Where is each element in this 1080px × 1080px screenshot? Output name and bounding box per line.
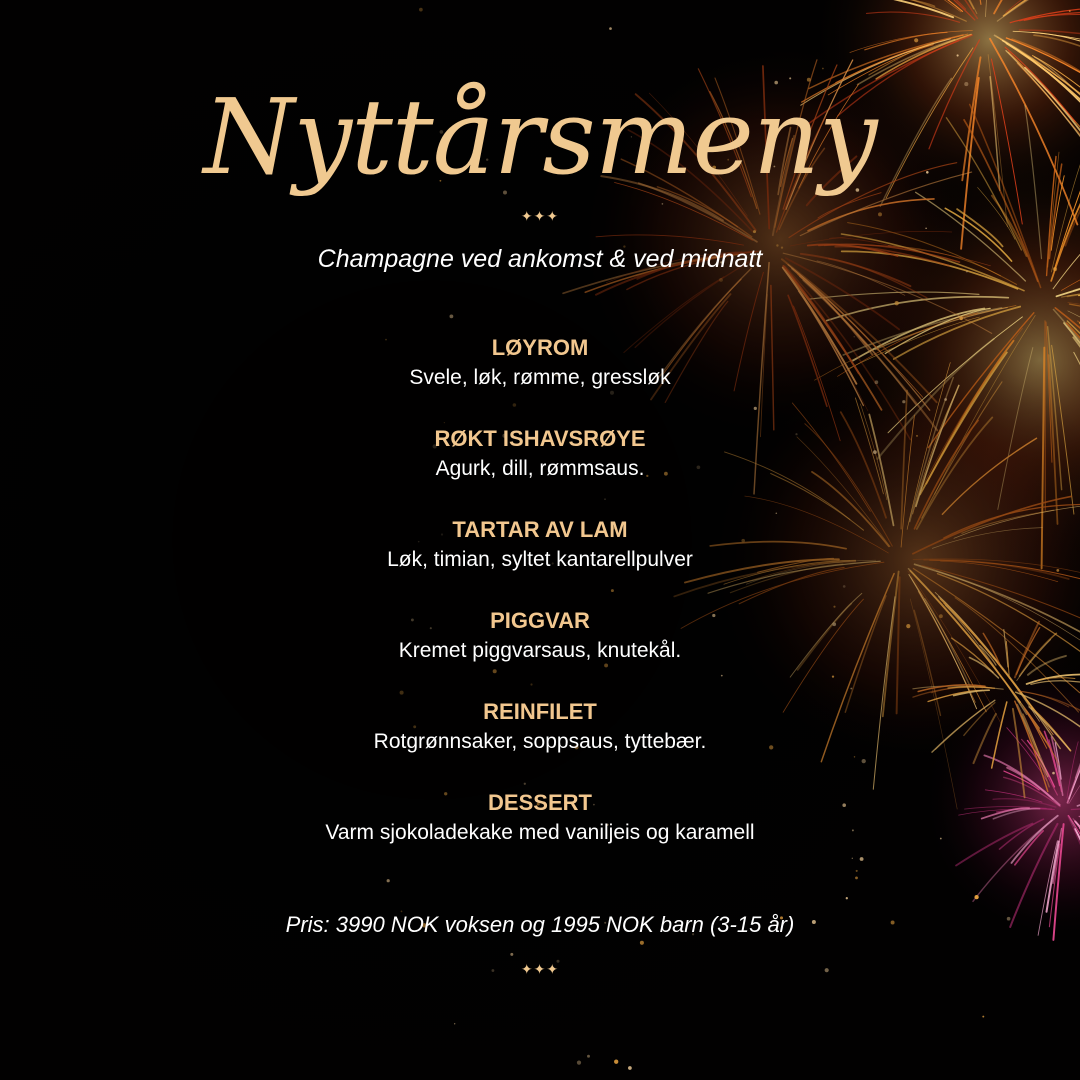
course-name: LØYROM: [491, 335, 589, 360]
course-name: TARTAR AV LAM: [452, 517, 628, 542]
course-description: Kremet piggvarsaus, knutekål.: [398, 639, 682, 662]
course-item: [0, 333, 1080, 393]
ornament-bottom: ✦✦✦: [520, 962, 560, 978]
course-name: RØKT ISHAVSRØYE: [434, 426, 646, 451]
price-line: Pris: 3990 NOK voksen og 1995 NOK barn (3-15 år): [285, 912, 795, 937]
course-item: [0, 515, 1080, 575]
menu-subtitle: Champagne ved ankomst & ved midnatt: [317, 245, 763, 273]
course-item: [0, 697, 1080, 757]
ornament-top: ✦✦✦: [520, 209, 560, 225]
course-name: DESSERT: [488, 790, 592, 815]
course-name: REINFILET: [483, 699, 597, 724]
course-item: [0, 606, 1080, 666]
course-description: Varm sjokoladekake med vaniljeis og karamell: [325, 821, 755, 844]
course-description: Agurk, dill, rømmsaus.: [435, 457, 645, 480]
course-description: Løk, timian, syltet kantarellpulver: [387, 548, 693, 571]
course-name: PIGGVAR: [490, 608, 590, 633]
course-item: [0, 788, 1080, 848]
course-description: Svele, løk, rømme, gressløk: [409, 366, 671, 389]
course-description: Rotgrønnsaker, soppsaus, tyttebær.: [373, 730, 707, 753]
menu-title: Nyttårsmeny: [203, 76, 877, 198]
course-item: [0, 424, 1080, 484]
